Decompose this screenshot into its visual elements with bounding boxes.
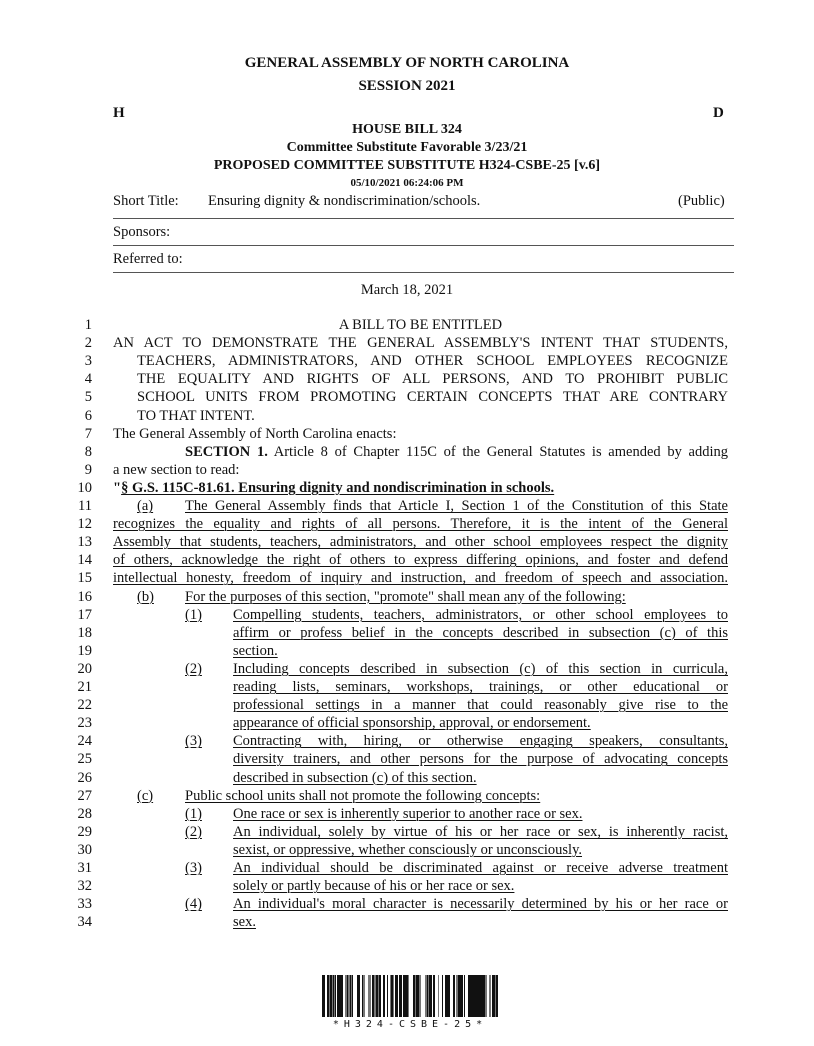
barcode-bar: [379, 975, 381, 1017]
barcode-bar: [327, 975, 328, 1017]
barcode-bar: [472, 975, 473, 1017]
open-quote: ": [113, 479, 122, 496]
barcode-bar: [339, 975, 340, 1017]
barcode-bar: [374, 975, 376, 1017]
line-text: sexist, or oppressive, whether consciously or unconsciously.: [233, 841, 583, 858]
barcode-bar: [446, 975, 448, 1017]
barcode-bar: [350, 975, 351, 1017]
line-text: appearance of official sponsorship, approval, or endorsement.: [233, 715, 591, 732]
line-number: 18: [77, 624, 92, 641]
barcode: [320, 975, 500, 1017]
line-number: 15: [77, 570, 92, 587]
line-number: 4: [84, 371, 92, 388]
barcode-bar: [337, 975, 339, 1017]
line-text: For the purposes of this section, "promote" shall mean any of the following:: [185, 588, 626, 605]
barcode-bar: [400, 975, 401, 1017]
barcode-bar: [406, 975, 408, 1017]
short-title: Ensuring dignity & nondiscrimination/schools.: [208, 193, 481, 209]
line-text: One race or sex is inherently superior to another race or sex.: [233, 805, 583, 822]
barcode-bar: [328, 975, 329, 1017]
line-number: 12: [77, 516, 92, 533]
bill-line: [233, 895, 728, 913]
barcode-bar: [405, 975, 406, 1017]
line-text: An individual should be discriminated against or receive adverse treatment: [233, 860, 728, 876]
barcode-bar: [464, 975, 465, 1017]
line-text: a new section to read:: [113, 461, 240, 478]
bill-line: [233, 714, 591, 732]
barcode-bar: [415, 975, 416, 1017]
bill-line: [113, 425, 396, 443]
line-number: 17: [77, 606, 92, 623]
barcode-bar: [470, 975, 472, 1017]
barcode-bar: [322, 975, 324, 1017]
session-title: SESSION 2021: [358, 78, 456, 94]
line-text: Compelling students, teachers, administrators, or other school employees to: [233, 606, 728, 623]
barcode-bar: [372, 975, 374, 1017]
barcode-bar: [362, 975, 363, 1017]
line-number: 16: [77, 588, 92, 605]
line-text: described in subsection (c) of this section.: [233, 769, 477, 786]
visibility: (Public): [678, 193, 725, 209]
line-number: 22: [77, 697, 92, 714]
line-text: THE EQUALITY AND RIGHTS OF ALL PERSONS, AND TO PROHIBIT PUBLIC: [137, 371, 728, 388]
bill-date: March 18, 2021: [360, 282, 454, 298]
bill-line: [185, 443, 728, 461]
bill-line: [233, 877, 514, 895]
line-text: TEACHERS, ADMINISTRATORS, AND OTHER SCHOOL EMPLOYEES RECOGNIZE: [137, 353, 728, 370]
barcode-bar: [425, 975, 427, 1017]
barcode-bar: [479, 975, 480, 1017]
line-number: 25: [77, 751, 92, 768]
barcode-bar: [473, 975, 475, 1017]
line-text: affirm or profess belief in the concepts described in subsection (c) of this: [233, 624, 728, 641]
bill-line: [113, 551, 728, 569]
proposed-substitute: PROPOSED COMMITTEE SUBSTITUTE H324-CSBE-25 [v.6]: [213, 158, 601, 173]
bill-line: [185, 588, 626, 606]
bill-line: [233, 732, 728, 750]
bill-line: [137, 407, 255, 425]
short-title-label: Short Title:: [113, 193, 179, 209]
line-number: 3: [84, 353, 92, 370]
barcode-bar: [387, 975, 388, 1017]
line-text: recognizes the equality and rights of all persons. Therefore, it is the intent of the General: [113, 516, 728, 533]
barcode-bar: [483, 975, 484, 1017]
barcode-bar: [359, 975, 360, 1017]
divider: [113, 272, 734, 273]
barcode-bar: [413, 975, 415, 1017]
barcode-bar: [453, 975, 455, 1017]
bill-line: [113, 334, 728, 352]
line-number: 28: [77, 805, 92, 822]
barcode-bar: [480, 975, 481, 1017]
assembly-title: GENERAL ASSEMBLY OF NORTH CAROLINA: [244, 55, 570, 71]
line-number: 11: [78, 498, 92, 514]
line-number: 34: [77, 914, 92, 931]
barcode-bar: [477, 975, 479, 1017]
line-number: 9: [84, 461, 92, 478]
line-text: The General Assembly of North Carolina enacts:: [113, 425, 397, 442]
barcode-bar: [393, 975, 394, 1017]
line-number: 20: [77, 660, 92, 677]
barcode-bar: [484, 975, 485, 1017]
bill-line: [233, 624, 728, 642]
bill-line: [185, 787, 540, 805]
bill-line: [113, 533, 728, 551]
line-text: Including concepts described in subsection (c) of this section in curricula,: [233, 660, 728, 677]
barcode-bar: [458, 975, 460, 1017]
line-number: 31: [77, 860, 92, 876]
line-text: reading lists, seminars, workshops, trainings, or other educational or: [233, 679, 728, 695]
line-number: 14: [77, 552, 92, 569]
barcode-bar: [348, 975, 350, 1017]
barcode-bar: [489, 975, 491, 1017]
barcode-bar: [363, 975, 365, 1017]
barcode-bar: [429, 975, 430, 1017]
subsection-label: (1): [185, 606, 202, 623]
bill-line: [233, 678, 728, 696]
barcode-bar: [324, 975, 325, 1017]
line-number: 33: [77, 896, 92, 913]
barcode-bar: [434, 975, 435, 1017]
line-number: 23: [77, 715, 92, 732]
barcode-bar: [403, 975, 405, 1017]
barcode-bar: [345, 975, 347, 1017]
barcode-bar: [433, 975, 434, 1017]
bill-line: [113, 515, 728, 533]
subsection-label: (3): [185, 860, 202, 876]
chamber-right: D: [713, 105, 724, 121]
barcode-bar: [347, 975, 348, 1017]
barcode-bar: [448, 975, 449, 1017]
line-text: sex.: [233, 914, 256, 931]
line-number: 7: [84, 425, 92, 442]
bill-line: [233, 750, 728, 768]
barcode-bar: [390, 975, 391, 1017]
barcode-bar: [391, 975, 393, 1017]
line-text: An individual, solely by virtue of his or her race or sex, is inherently racist,: [233, 823, 728, 840]
bill-line: [233, 859, 728, 877]
barcode-bar: [427, 975, 428, 1017]
bill-number: HOUSE BILL 324: [352, 122, 462, 137]
barcode-bar: [401, 975, 402, 1017]
bill-line: [233, 642, 278, 660]
line-text: § G.S. 115C-81.61. Ensuring dignity and nondiscrimination in schools.: [121, 479, 555, 496]
chamber-left: H: [113, 105, 125, 121]
referred-label: Referred to:: [113, 251, 183, 267]
line-number: 30: [77, 841, 92, 858]
barcode-bar: [461, 975, 463, 1017]
barcode-bar: [395, 975, 397, 1017]
line-text: Article 8 of Chapter 115C of the General Statutes is amended by adding: [267, 443, 728, 460]
barcode-bar: [357, 975, 359, 1017]
barcode-bar: [419, 975, 421, 1017]
barcode-bar: [333, 975, 334, 1017]
line-text: professional settings in a manner that could reasonably give rise to the: [233, 697, 728, 714]
line-number: 5: [84, 389, 92, 406]
subsection-label: (a): [137, 498, 154, 514]
barcode-bar: [456, 975, 458, 1017]
barcode-bar: [460, 975, 461, 1017]
barcode-bar: [399, 975, 400, 1017]
bill-line: [113, 479, 554, 497]
barcode-bar: [496, 975, 498, 1017]
barcode-bar: [330, 975, 332, 1017]
bill-line: [233, 769, 477, 787]
bill-line: [113, 569, 728, 587]
divider: [113, 245, 734, 246]
barcode-bar: [376, 975, 378, 1017]
bill-line: [233, 606, 728, 624]
divider: [113, 218, 734, 219]
line-text: Public school units shall not promote the following concepts:: [185, 787, 541, 804]
line-text: AN ACT TO DEMONSTRATE THE GENERAL ASSEMBLY'S INTENT THAT STUDENTS,: [113, 335, 728, 352]
line-text: The General Assembly finds that Article I, Section 1 of the Constitution of this State: [185, 498, 728, 514]
line-number: 10: [77, 479, 92, 496]
barcode-bar: [332, 975, 333, 1017]
barcode-bar: [431, 975, 432, 1017]
bill-line: [113, 461, 239, 479]
barcode-bar: [475, 975, 477, 1017]
line-number: 27: [77, 787, 92, 804]
bill-line: [233, 823, 728, 841]
line-number: 8: [84, 443, 92, 460]
line-text: solely or partly because of his or her race or sex.: [233, 878, 515, 895]
line-number: 1: [84, 317, 92, 333]
barcode-bar: [383, 975, 385, 1017]
line-text: section.: [233, 642, 278, 659]
barcode-bar: [352, 975, 353, 1017]
line-text: of others, acknowledge the right of others to express differing opinions, and foster and defend: [113, 552, 728, 569]
bill-line: [137, 352, 728, 370]
barcode-bar: [449, 975, 450, 1017]
subsection-label: (c): [137, 787, 154, 804]
barcode-bar: [408, 975, 409, 1017]
line-text: intellectual honesty, freedom of inquiry and instruction, and freedom of speech and association.: [113, 570, 728, 587]
bill-line: [233, 660, 728, 678]
line-text: Contracting with, hiring, or otherwise engaging speakers, consultants,: [233, 733, 728, 750]
line-number: 26: [77, 769, 92, 786]
sponsors-label: Sponsors:: [113, 224, 171, 240]
barcode-bar: [438, 975, 439, 1017]
barcode-bar: [430, 975, 431, 1017]
subsection-label: (3): [185, 733, 202, 750]
line-text: TO THAT INTENT.: [137, 407, 255, 424]
subsection-label: (1): [185, 805, 202, 822]
barcode-bar: [495, 975, 496, 1017]
bill-line: [233, 696, 728, 714]
line-number: 13: [77, 534, 92, 551]
barcode-bar: [416, 975, 418, 1017]
barcode-bar: [370, 975, 371, 1017]
subsection-label: (4): [185, 896, 202, 913]
bill-line: [137, 388, 728, 406]
subsection-label: (2): [185, 823, 202, 840]
barcode-bar: [335, 975, 336, 1017]
barcode-bar: [468, 975, 470, 1017]
barcode-bar: [485, 975, 487, 1017]
bill-line: [233, 913, 256, 931]
line-number: 6: [84, 407, 92, 424]
line-number: 19: [77, 642, 92, 659]
line-text: diversity trainers, and other persons for the purpose of advocating concepts: [233, 751, 728, 768]
section-label: SECTION 1.: [185, 443, 268, 460]
barcode-text: *H324-CSBE-25*: [332, 1019, 488, 1030]
line-number: 2: [84, 335, 92, 352]
subsection-label: (2): [185, 660, 202, 677]
barcode-bar: [334, 975, 335, 1017]
barcode-bar: [418, 975, 419, 1017]
barcode-bar: [368, 975, 370, 1017]
barcode-bar: [428, 975, 429, 1017]
bill-line: [233, 805, 582, 823]
barcode-bar: [481, 975, 483, 1017]
barcode-bar: [445, 975, 446, 1017]
barcode-bar: [397, 975, 398, 1017]
barcode-bar: [442, 975, 443, 1017]
subsection-label: (b): [137, 588, 154, 605]
barcode-bar: [351, 975, 352, 1017]
barcode-bar: [341, 975, 343, 1017]
bill-line: [233, 841, 582, 859]
barcode-bar: [492, 975, 494, 1017]
bill-line: [137, 370, 728, 388]
bill-heading: A BILL TO BE ENTITLED: [338, 317, 503, 333]
line-number: 32: [77, 878, 92, 895]
barcode-bar: [340, 975, 341, 1017]
timestamp: 05/10/2021 06:24:06 PM: [350, 177, 464, 189]
barcode-bar: [378, 975, 379, 1017]
barcode-bar: [329, 975, 330, 1017]
bill-line: [185, 497, 728, 515]
line-text: An individual's moral character is necessarily determined by his or her race or: [233, 896, 728, 913]
barcode-bar: [494, 975, 495, 1017]
line-text: Assembly that students, teachers, administrators, and other school employees respect the dignity: [113, 534, 728, 551]
line-number: 29: [77, 823, 92, 840]
line-text: SCHOOL UNITS FROM PROMOTING CERTAIN CONCEPTS THAT ARE CONTRARY: [137, 389, 728, 406]
line-number: 21: [77, 679, 92, 695]
line-number: 24: [77, 733, 92, 750]
committee-status: Committee Substitute Favorable 3/23/21: [286, 140, 528, 155]
